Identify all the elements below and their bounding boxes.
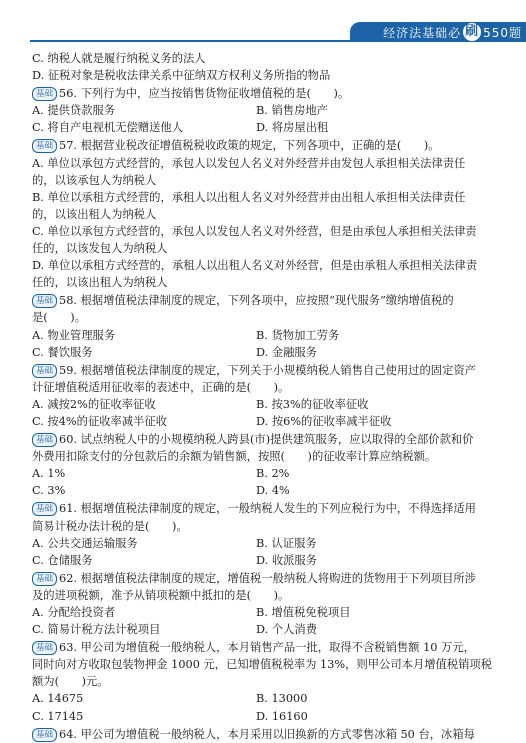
answer-option: D. 4% xyxy=(256,484,290,498)
question-stem xyxy=(32,292,494,309)
question-stem xyxy=(32,673,494,690)
question-stem-text: 58. 根据增值税法律制度的规定，下列各项中，应按照“现代服务”缴纳增值税的 xyxy=(59,294,454,308)
difficulty-badge: 基础 xyxy=(32,572,57,586)
answer-option: D. 金融服务 xyxy=(256,345,318,359)
answer-option: A. 公共交通运输服务 xyxy=(32,536,138,550)
answer-option: A. 分配给投资者 xyxy=(32,606,116,619)
answer-option: D. 个人消费 xyxy=(256,623,318,637)
answer-option: C. 餐饮服务 xyxy=(32,345,93,359)
question-stem-text: 同时向对方收取包装物押金 1000 元，已知增值税税率为 13%，则甲公司本月增值税销项税 xyxy=(32,658,493,672)
question-stem xyxy=(32,362,494,379)
question-stem-text: 63. 甲公司为增值税一般纳税人，本月销售产品一批，取得不含税销售额 10 万元， xyxy=(59,641,475,655)
options-grid xyxy=(32,604,494,638)
question-stem-text: 56. 下列行为中，应当按销售货物征收增值税的是( )。 xyxy=(59,87,350,101)
answer-option: A. 1% xyxy=(32,467,66,481)
answer-option: 任的，以该发包人为纳税人 xyxy=(32,242,168,256)
answer-option: D. 按6%的征收率减半征收 xyxy=(256,414,392,428)
page-header xyxy=(0,0,526,44)
question-stem-text: 额为( )元。 xyxy=(32,675,109,689)
question-item xyxy=(32,570,494,638)
difficulty-badge: 基础 xyxy=(32,433,57,447)
answer-option: D. 16160 xyxy=(256,709,308,723)
answer-option: C. 3% xyxy=(32,484,66,498)
answer-option: A. 减按2%的征收率征收 xyxy=(32,397,156,411)
question-stem-text: 简易计税办法计税的是( )。 xyxy=(32,519,188,533)
difficulty-badge: 基础 xyxy=(32,139,57,153)
answer-option: C. 按4%的征收率减半征收 xyxy=(32,414,168,428)
question-item xyxy=(32,362,494,430)
difficulty-badge: 基础 xyxy=(32,728,57,742)
answer-option: B. 按3%的征收率征收 xyxy=(256,397,369,411)
question-stem xyxy=(32,137,494,154)
question-item xyxy=(32,500,494,568)
answer-option: B. 单位以承租方式经营的，承租人以出租人名义对外经营并由出租人承担相关法律责任 xyxy=(32,190,466,204)
answer-option: C. 17145 xyxy=(32,709,84,723)
option-text: D. 征税对象是税收法律关系中征纳双方权利义务所指的物品 xyxy=(32,69,331,83)
answer-option: A. 14675 xyxy=(32,692,84,706)
question-item xyxy=(32,292,494,360)
question-stem xyxy=(32,309,494,326)
answer-option: A. 物业管理服务 xyxy=(32,328,116,342)
answer-option: B. 货物加工劳务 xyxy=(256,328,340,342)
question-item xyxy=(32,639,494,724)
answer-option: C. 仓储服务 xyxy=(32,553,93,567)
question-stem xyxy=(32,431,494,448)
question-stem xyxy=(32,85,494,102)
question-stem-text: 57. 根据营业税改征增值税税收政策的规定，下列各项中，正确的是( )。 xyxy=(59,139,440,153)
answer-option: C. 简易计税方法计税项目 xyxy=(32,623,161,637)
question-stem xyxy=(32,518,494,535)
question-stem-text: 及的进项税额，准予从销项税额中抵扣的是( )。 xyxy=(32,588,290,602)
options-grid xyxy=(32,465,494,499)
book-title xyxy=(383,23,522,41)
question-stem xyxy=(32,570,494,587)
question-list xyxy=(32,50,494,743)
answer-option: B. 认证服务 xyxy=(256,536,317,550)
question-item xyxy=(32,85,494,136)
answer-option: B. 13000 xyxy=(256,692,308,706)
book-title-suffix: 550题 xyxy=(483,25,522,40)
answer-option: C. 单位以承包方式经营的，承包人以发包人名义对外经营，但是由承包人承担相关法律责 xyxy=(32,224,477,238)
option-text: C. 纳税人就是履行纳税义务的法人 xyxy=(32,52,206,65)
answer-option: A. 单位以承包方式经营的，承包人以发包人名义对外经营并由发包人承担相关法律责任 xyxy=(32,156,466,170)
answer-option: 任的，以该出租人为纳税人 xyxy=(32,276,168,290)
question-stem xyxy=(32,448,494,465)
answer-option: D. 将房屋出租 xyxy=(256,121,329,135)
question-stem xyxy=(32,379,494,396)
question-stem xyxy=(32,639,494,656)
question-stem xyxy=(32,500,494,517)
options-grid xyxy=(32,690,494,724)
options-grid xyxy=(32,102,494,136)
difficulty-badge: 基础 xyxy=(32,364,57,378)
question-stem-text: 外费用扣除支付的分包款后的余额为销售额，按照( )的征收率计算应纳税额。 xyxy=(32,450,437,464)
difficulty-badge: 基础 xyxy=(32,641,57,655)
question-stem-text: 是( )。 xyxy=(32,311,87,325)
answer-option: D. 单位以承租方式经营的，承租人以出租人名义对外经营，但是由承租人承担相关法律责 xyxy=(32,259,478,273)
answer-option: C. 将自产电视机无偿赠送他人 xyxy=(32,121,183,135)
answer-option: B. 2% xyxy=(256,467,290,481)
question-item xyxy=(32,431,494,499)
answer-option: A. 提供贷款服务 xyxy=(32,104,116,118)
difficulty-badge: 基础 xyxy=(32,294,57,308)
answer-option: 的，以该出租人为纳税人 xyxy=(32,207,157,221)
options-grid xyxy=(32,327,494,361)
question-stem-text: 62. 根据增值税法律制度的规定，增值税一般纳税人将购进的货物用于下列项目所涉 xyxy=(59,571,476,585)
difficulty-badge: 基础 xyxy=(32,87,57,101)
question-stem xyxy=(32,726,494,743)
answer-option: 的，以该承包人为纳税人 xyxy=(32,173,157,187)
question-stem xyxy=(32,656,494,673)
question-stem-text: 61. 根据增值税法律制度的规定，一般纳税人发生的下列应税行为中，不得选择适用 xyxy=(59,502,476,516)
question-stem-text: 59. 根据增值税法律制度的规定，下列关于小规模纳税人销售自己使用过的固定资产 xyxy=(59,363,476,377)
question-item xyxy=(32,137,494,291)
question-stem-text: 60. 试点纳税人中的小规模纳税人跨县(市)提供建筑服务，应以取得的全部价款和价 xyxy=(59,433,474,447)
brush-icon: 刷 xyxy=(465,24,480,39)
options-grid xyxy=(32,535,494,569)
answer-option: B. 销售房地产 xyxy=(256,104,328,118)
answer-option: D. 收派服务 xyxy=(256,553,318,567)
question-stem-text: 64. 甲公司为增值税一般纳税人，本月采用以旧换新的方式零售冰箱 50 台，冰箱每 xyxy=(59,727,475,741)
question-stem-text: 计征增值税适用征收率的表述中，正确的是( )。 xyxy=(32,380,290,394)
book-title-prefix: 经济法基础必 xyxy=(383,25,462,40)
options-grid xyxy=(32,396,494,430)
answer-option: B. 增值税免税项目 xyxy=(256,606,351,619)
difficulty-badge: 基础 xyxy=(32,502,57,516)
question-stem xyxy=(32,587,494,604)
question-item xyxy=(32,726,494,743)
